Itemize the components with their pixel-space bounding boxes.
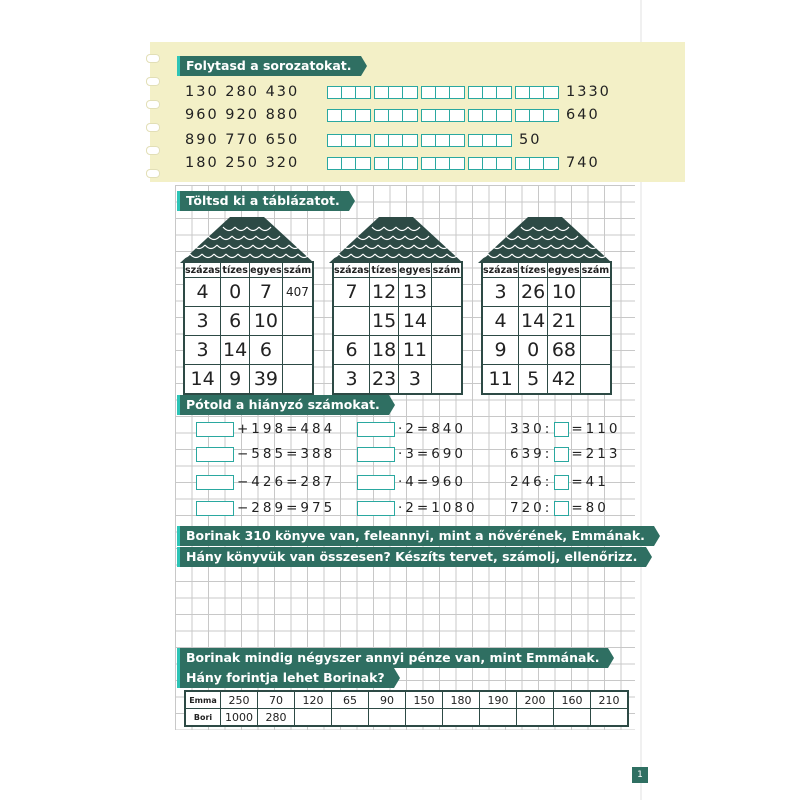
page-number: 1	[632, 767, 648, 783]
emma-cell: 120	[295, 691, 332, 709]
missing-number-box[interactable]	[357, 501, 395, 516]
missing-number-box[interactable]	[357, 447, 395, 462]
answer-box[interactable]	[515, 86, 559, 99]
header-cell: egyes	[548, 262, 581, 278]
number-cell[interactable]	[580, 307, 611, 336]
bori-cell[interactable]	[591, 709, 629, 727]
header-cell: százas	[333, 262, 370, 278]
equation	[196, 500, 335, 516]
equation-result: =110	[571, 421, 621, 437]
digit-cell: 14	[519, 307, 548, 336]
roof-shingles	[180, 215, 314, 263]
equation-text: ·4=960	[398, 474, 466, 490]
equation	[357, 446, 466, 462]
digit-cell: 21	[548, 307, 581, 336]
header-cell: százas	[184, 262, 221, 278]
emma-cell: 70	[258, 691, 295, 709]
row-label: Emma	[185, 691, 221, 709]
digit-cell: 6	[333, 336, 370, 365]
answer-box[interactable]	[327, 157, 371, 170]
digit-cell: 0	[221, 278, 250, 307]
equation-text: 330:	[510, 421, 553, 437]
roof-shingles	[329, 215, 463, 263]
house-1	[180, 215, 314, 390]
missing-number-box[interactable]	[357, 475, 395, 490]
digit-cell: 23	[370, 365, 399, 395]
missing-number-box[interactable]	[196, 475, 234, 490]
answer-box[interactable]	[327, 109, 371, 122]
missing-number-box[interactable]	[554, 475, 569, 490]
answer-box[interactable]	[515, 109, 559, 122]
house-2	[329, 215, 463, 390]
emma-cell: 65	[332, 691, 369, 709]
missing-number-box[interactable]	[196, 447, 234, 462]
number-cell[interactable]	[580, 278, 611, 307]
equation-text: ·3=690	[398, 446, 466, 462]
answer-box[interactable]	[515, 157, 559, 170]
equation	[510, 500, 609, 516]
digit-cell: 11	[399, 336, 432, 365]
table-row	[184, 278, 313, 307]
answer-box[interactable]	[468, 157, 512, 170]
missing-number-box[interactable]	[196, 501, 234, 516]
missing-number-box[interactable]	[554, 422, 569, 437]
task2-title: Töltsd ki a táblázatot.	[180, 191, 349, 211]
digit-cell: 3	[482, 278, 519, 307]
header-cell: szám	[282, 262, 313, 278]
equation	[357, 421, 466, 437]
digit-cell: 3	[184, 336, 221, 365]
header-cell: szám	[580, 262, 611, 278]
equation-text: +198=484	[237, 421, 336, 437]
table-row	[333, 336, 462, 365]
task5-line1: Borinak mindig négyszer annyi pénze van, mint Emmának.	[180, 648, 608, 668]
sequence-end: 50	[519, 132, 542, 148]
emma-cell: 160	[554, 691, 591, 709]
answer-box[interactable]	[421, 109, 465, 122]
note-holes	[150, 44, 164, 184]
number-cell[interactable]	[431, 365, 462, 395]
number-cell[interactable]	[431, 278, 462, 307]
bori-cell[interactable]	[480, 709, 517, 727]
digit-cell	[333, 307, 370, 336]
digit-cell: 10	[250, 307, 283, 336]
table-row	[482, 278, 611, 307]
digit-cell: 0	[519, 336, 548, 365]
answer-box[interactable]	[468, 109, 512, 122]
equation	[196, 421, 335, 437]
digit-cell: 39	[250, 365, 283, 395]
number-cell[interactable]	[282, 365, 313, 395]
digit-cell: 9	[221, 365, 250, 395]
header-cell: tízes	[519, 262, 548, 278]
answer-box[interactable]	[374, 109, 418, 122]
number-cell[interactable]	[431, 307, 462, 336]
answer-box[interactable]	[468, 86, 512, 99]
bori-cell[interactable]	[517, 709, 554, 727]
place-value-table	[481, 261, 612, 395]
equation	[510, 421, 620, 437]
digit-cell: 10	[548, 278, 581, 307]
equation	[357, 474, 466, 490]
digit-cell: 6	[221, 307, 250, 336]
emma-cell: 150	[406, 691, 443, 709]
bori-cell[interactable]	[332, 709, 369, 727]
table-row	[184, 336, 313, 365]
digit-cell: 15	[370, 307, 399, 336]
bori-cell[interactable]	[295, 709, 332, 727]
bori-cell[interactable]	[406, 709, 443, 727]
digit-cell: 5	[519, 365, 548, 395]
table-row	[184, 365, 313, 395]
bori-cell[interactable]	[369, 709, 406, 727]
sequence-end: 1330	[566, 84, 611, 100]
equation-result: =213	[571, 446, 621, 462]
equation-text: 639:	[510, 446, 553, 462]
sequence-start: 180 250 320	[185, 155, 300, 171]
number-cell[interactable]	[282, 336, 313, 365]
emma-cell: 250	[221, 691, 258, 709]
place-value-table	[332, 261, 463, 395]
equation-result: =41	[571, 474, 609, 490]
digit-cell: 13	[399, 278, 432, 307]
number-cell[interactable]	[282, 307, 313, 336]
roof-shingles	[478, 215, 612, 263]
digit-cell: 26	[519, 278, 548, 307]
table-row	[333, 278, 462, 307]
equation-text: ·2=840	[398, 421, 466, 437]
number-cell[interactable]	[580, 336, 611, 365]
bori-cell[interactable]	[554, 709, 591, 727]
table-row	[333, 365, 462, 395]
digit-cell: 12	[370, 278, 399, 307]
missing-number-box[interactable]	[357, 422, 395, 437]
digit-cell: 3	[184, 307, 221, 336]
digit-cell: 7	[333, 278, 370, 307]
digit-cell: 18	[370, 336, 399, 365]
digit-cell: 42	[548, 365, 581, 395]
equation-text: 246:	[510, 474, 553, 490]
sequence-start: 130 280 430	[185, 84, 300, 100]
missing-number-box[interactable]	[554, 501, 569, 516]
emma-cell: 90	[369, 691, 406, 709]
equation-result: =80	[571, 500, 609, 516]
table-row	[482, 336, 611, 365]
sequence-start: 960 920 880	[185, 107, 300, 123]
header-cell: egyes	[399, 262, 432, 278]
place-value-table	[183, 261, 314, 395]
digit-cell: 6	[250, 336, 283, 365]
money-table	[184, 690, 629, 727]
equation-text: −585=388	[237, 446, 336, 462]
equation-text: ·2=1080	[398, 500, 478, 516]
missing-number-box[interactable]	[196, 422, 234, 437]
bori-cell[interactable]	[443, 709, 480, 727]
digit-cell: 14	[221, 336, 250, 365]
equation	[196, 474, 335, 490]
table-row	[482, 365, 611, 395]
sequence-end: 640	[566, 107, 600, 123]
emma-cell: 210	[591, 691, 629, 709]
answer-box[interactable]	[374, 157, 418, 170]
task3-title: Pótold a hiányzó számokat.	[180, 395, 389, 415]
bori-cell[interactable]: 280	[258, 709, 295, 727]
digit-cell: 14	[399, 307, 432, 336]
digit-cell: 68	[548, 336, 581, 365]
digit-cell: 4	[482, 307, 519, 336]
answer-box[interactable]	[421, 157, 465, 170]
sequence-start: 890 770 650	[185, 132, 300, 148]
number-cell[interactable]: 407	[282, 278, 313, 307]
emma-cell: 200	[517, 691, 554, 709]
digit-cell: 4	[184, 278, 221, 307]
equation	[510, 474, 609, 490]
header-cell: tízes	[221, 262, 250, 278]
equation-text: −289=975	[237, 500, 336, 516]
answer-box[interactable]	[421, 134, 465, 147]
equation-text: 720:	[510, 500, 553, 516]
missing-number-box[interactable]	[554, 447, 569, 462]
digit-cell: 7	[250, 278, 283, 307]
answer-box[interactable]	[327, 134, 371, 147]
digit-cell: 3	[399, 365, 432, 395]
emma-cell: 180	[443, 691, 480, 709]
answer-box[interactable]	[421, 86, 465, 99]
header-cell: tízes	[370, 262, 399, 278]
task4-line1: Borinak 310 könyve van, feleannyi, mint a nővérének, Emmának.	[180, 526, 654, 546]
answer-box[interactable]	[374, 134, 418, 147]
header-cell: százas	[482, 262, 519, 278]
task1-title: Folytasd a sorozatokat.	[180, 56, 361, 76]
equation	[510, 446, 620, 462]
digit-cell: 14	[184, 365, 221, 395]
task4-line2: Hány könyvük van összesen? Készíts tervet, számolj, ellenőrizz.	[180, 547, 646, 567]
number-cell[interactable]	[580, 365, 611, 395]
digit-cell: 11	[482, 365, 519, 395]
bori-cell[interactable]: 1000	[221, 709, 258, 727]
digit-cell: 9	[482, 336, 519, 365]
house-3	[478, 215, 612, 390]
task5-line2: Hány forintja lehet Borinak?	[180, 668, 394, 688]
table-row	[482, 307, 611, 336]
answer-box[interactable]	[327, 86, 371, 99]
row-label: Bori	[185, 709, 221, 727]
header-cell: szám	[431, 262, 462, 278]
digit-cell: 3	[333, 365, 370, 395]
answer-box[interactable]	[468, 134, 512, 147]
table-row	[184, 307, 313, 336]
emma-cell: 190	[480, 691, 517, 709]
bori-row	[185, 709, 628, 727]
equation-text: −426=287	[237, 474, 336, 490]
equation	[357, 500, 478, 516]
sequence-end: 740	[566, 155, 600, 171]
number-cell[interactable]	[431, 336, 462, 365]
answer-box[interactable]	[374, 86, 418, 99]
header-cell: egyes	[250, 262, 283, 278]
equation	[196, 446, 335, 462]
emma-row	[185, 691, 628, 709]
table-row	[333, 307, 462, 336]
